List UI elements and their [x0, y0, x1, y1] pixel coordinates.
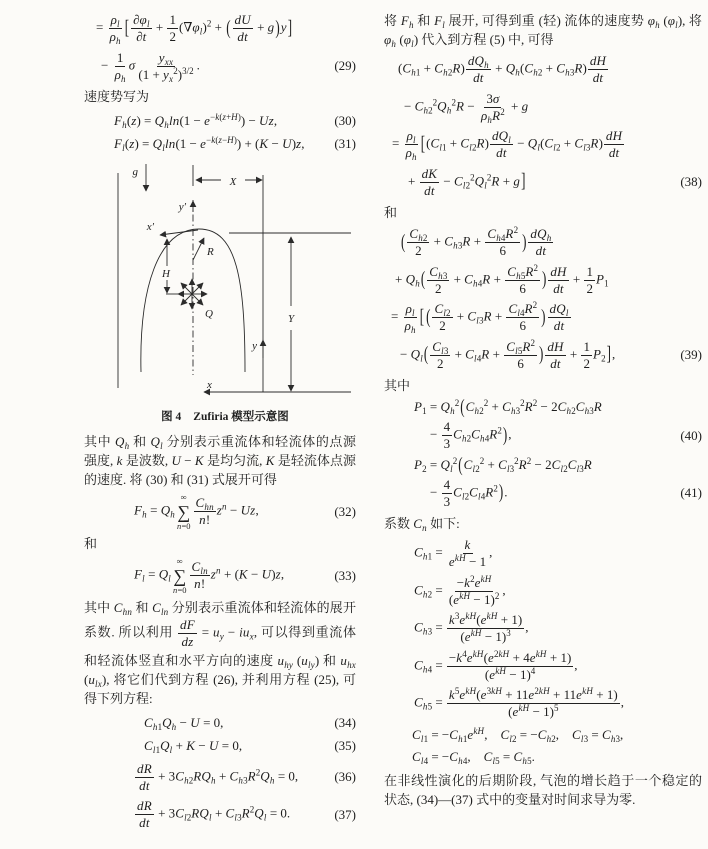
equation-33: [84, 557, 356, 594]
equation-38-line-3: [384, 128, 702, 162]
fig-label-Y: Y: [287, 313, 295, 325]
equation-35: [84, 738, 356, 754]
coefficient-ch2: [384, 575, 702, 609]
equation-38-line-1: [384, 53, 702, 87]
equation-29-body-1: = $\frac{\rho_l}{\rho_h}$ [ $\frac{\partial\varphi_l}{\partial t}$ + $\frac{1}{2}$ $(\nabla\varphi_l)^2$ + ( $\frac{dU}{dt}$ + g)y]: [96, 12, 293, 47]
equation-38-line-4: [384, 166, 702, 200]
equation-33-body: $F_l = Q_l$ ∞ ∑ n=0 $\frac{C_{ln}}{n!}$ $z^n + (K - U)z$,: [134, 556, 285, 595]
equation-29-number: (29): [334, 58, 356, 74]
equation-37-number: (37): [334, 806, 356, 822]
coefficient-ch4: [384, 650, 702, 684]
equation-39-line-1: [384, 226, 702, 260]
paragraph-expand-potentials: 将 $F_h$ 和 $F_l$ 展开, 可得到重 (轻) 流体的速度势 $\varphi_h$ $(\varphi_l)$, 将 $\varphi_h$ $(\varphi_l)$ 代入到方程 (5) 中, 可得: [384, 13, 702, 49]
equation-36-number: (36): [334, 769, 356, 785]
paragraph-late-stage: 在非线性演化的后期阶段, 气泡的增长趋于一个稳定的状态, (34)—(37) 式中的变量对时间求导为零.: [384, 772, 702, 807]
paragraph-coefficients-intro: 系数 $C_n$ 如下:: [384, 516, 460, 533]
equation-40-number: (40): [680, 427, 702, 443]
equation-37-body: $\frac{dR}{dt}$ + $3C_{l2}RQ_l + C_{l3}R^2Q_l = 0$.: [137, 798, 291, 831]
coefficients-cl-body-1: $C_{l1} = -C_{h1}e^{kH}$, $C_{l2} = -C_{h2}$, $C_{l3} = C_{h3}$,: [412, 725, 624, 744]
equation-34-number: (34): [334, 714, 356, 730]
left-column: [84, 8, 356, 836]
coefficients-cl-body-2: $C_{l4} = -C_{h4}$, $C_{l5} = C_{h5}$.: [412, 748, 535, 766]
equation-29-body-2: − $\frac{1}{\rho_h}$ σ $y_{xx}$ $(1 + y_x^2)^{3/2}$ .: [101, 49, 200, 84]
paragraph-velocity-potential: 速度势写为: [84, 89, 150, 104]
equation-34: [84, 715, 356, 731]
equation-40-body-2: − $\frac{4}{3}$ $C_{h2}C_{h4}R^2$),: [430, 419, 512, 452]
equation-33-number: (33): [334, 567, 356, 583]
fig-label-R: R: [207, 246, 214, 258]
coefficients-cl-line-1: [384, 727, 702, 743]
coefficient-ch5-body: $C_{h5}$ = $k^5e^{kH}(e^{3kH} + 11e^{2kH} + 11e^{kH} + 1)$ $(e^{kH} - 1)^5$ ,: [414, 686, 624, 720]
equation-41-line-1: [384, 452, 702, 475]
equation-39-line-3: [384, 301, 702, 335]
equation-35-number: (35): [334, 737, 356, 753]
equation-39-line-4: [384, 339, 702, 373]
equation-40-line-1: [384, 395, 702, 418]
equation-31-number: (31): [334, 136, 356, 151]
fig-label-x-prime: x′: [146, 221, 154, 233]
coefficient-ch3-body: $C_{h3}$ = $k^3e^{kH}(e^{kH} + 1)$ $(e^{kH} - 1)^3$ ,: [414, 611, 529, 645]
equation-32-number: (32): [334, 503, 356, 519]
paragraph-point-sources: 其中 $Q_h$ 和 $Q_l$ 分别表示重流体和轻流体的点源强度, k 是波数, U − K 是均匀流, K 是轻流体点源的速度. 将 (30) 和 (31) 式展开可得: [84, 434, 356, 487]
figure-4: [94, 160, 356, 424]
equation-38-body-3: = $\frac{\rho_l}{\rho_h}$ [$(C_{l1} + C_{l2}R)$ $dQ_l$ dt − $Q_l(C_{l2} + C_{l3}R)$ $\frac{dH}{dt}$: [392, 128, 623, 163]
equation-39-body-2: + $Q_h$( $\frac{C_{h3}}{2}$ + $C_{h4}R$ + $\frac{C_{h5}R^2}{6}$ ) $\frac{dH}{dt}$ + $\frac{1}{2}$ $P_1$: [395, 262, 609, 296]
coefficients-cl-line-2: [384, 749, 702, 765]
fig-label-g: g: [132, 166, 138, 178]
coefficient-ch1-body: $C_{h1}$ = k $e^{kH} - 1$ ,: [414, 537, 493, 570]
equation-40-line-2: [384, 419, 702, 453]
fig-label-y: y: [252, 340, 257, 352]
paragraph-expansion-coefficients: 其中 $C_{hn}$ 和 $C_{ln}$ 分别表示重流体和轻流体的展开系数. 所以利用 $\frac{dF}{dz}$ = $u_y - iu_x$, 可以得到重流体和轻流体竖直和水平方向的速度 $u_{hy}$ $(u_{ly})$ 和 $u_{hx}$ $(u_{lx})$, 将它们代到方程 (26), 并利用方程 (25), 可得下列方程:: [84, 600, 356, 706]
coefficient-ch3: [384, 612, 702, 646]
equation-41-line-2: [384, 477, 702, 511]
equation-39-number: (39): [680, 347, 702, 363]
equation-39-body-3: = $\frac{\rho_l}{\rho_h}$ [ ( $\frac{C_{l2}}{2}$ + $C_{l3}R$ + $\frac{C_{l4}R^2}{6}$ ) $dQ_l$ dt: [391, 300, 569, 336]
fig-label-X: X: [229, 176, 237, 188]
equation-38-line-2: [384, 91, 702, 125]
fig-label-Q: Q: [205, 308, 213, 320]
equation-41-number: (41): [680, 485, 702, 501]
fig-label-y-prime: y′: [178, 201, 186, 213]
equation-39-body-1: ( $\frac{C_{h2}}{2}$ + $C_{h3}R$ + $\frac{C_{h4}R^2}{6}$ ) $dQ_h$ dt: [401, 225, 552, 259]
equation-34-body: $C_{h1}Q_h - U = 0$,: [144, 714, 224, 732]
connector-and-1: 和: [84, 536, 98, 551]
equation-39-body-4: − $Q_l$( $\frac{C_{l3}}{2}$ + $C_{l4}R$ + $\frac{C_{l5}R^2}{6}$ ) $\frac{dH}{dt}$ + $\frac{1}{2}$ $P_2$],: [400, 337, 616, 371]
equation-36-body: $\frac{dR}{dt}$ + $3C_{h2}RQ_h + C_{h3}R^2Q_h = 0$,: [137, 760, 299, 793]
figure-caption: [94, 408, 356, 424]
equation-31-body: $F_l(z) = Q_l\ln(1 - e^{-k(z-H)}) + (K - U)z$,: [114, 135, 305, 153]
equation-30-body: $F_h(z) = Q_h\ln(1 - e^{-k(z+H)}) - Uz$,: [114, 112, 278, 130]
equation-39-line-2: [384, 264, 702, 298]
zufiria-model-figure: [94, 160, 354, 400]
equation-29-line-1: [84, 12, 356, 46]
equation-30-number: (30): [334, 113, 356, 128]
equation-29-line-2: [84, 50, 356, 84]
equation-30: [84, 113, 356, 129]
equation-32: [84, 493, 356, 530]
fig-label-H: H: [162, 268, 170, 280]
right-column: [384, 8, 702, 836]
coefficient-ch2-body: $C_{h2}$ = $-k^2e^{kH}$ $(e^{kH} - 1)^2$ ,: [414, 573, 506, 607]
equation-41-body-1: $P_2 = Q_l^2(C_{l2}^2 + C_{l3}^2R^2 - 2C_{l2}C_{l3}R$: [414, 452, 592, 475]
equation-36: [84, 761, 356, 795]
coefficient-ch4-body: $C_{h4}$ = $-k^4e^{kH}(e^{2kH} + 4e^{kH} + 1)$ $(e^{kH} - 1)^4$ ,: [414, 648, 578, 682]
equation-38-number: (38): [680, 174, 702, 190]
equation-32-body: $F_h = Q_h$ ∞ ∑ n=0 $C_{hn}$ n! $z^n - Uz$,: [134, 492, 259, 531]
fig-label-x: x: [207, 379, 212, 391]
equation-38-body-4: + $\frac{dK}{dt}$ − $C_{l2}^2Q_l^2R + g$]: [408, 165, 526, 198]
coefficient-ch1: [384, 537, 702, 571]
coefficient-ch5: [384, 687, 702, 721]
connector-and-2: 和: [384, 205, 398, 220]
equation-40-body-1: $P_1 = Q_h^2(C_{h2}^2 + C_{h3}^2R^2 - 2C_{h2}C_{h3}R$: [414, 395, 602, 418]
equation-35-body: $C_{l1}Q_l + K - U = 0$,: [144, 737, 243, 755]
connector-where: 其中: [384, 378, 411, 393]
figure-caption-label: 图 4: [161, 411, 182, 423]
equation-37: [84, 798, 356, 832]
equation-41-body-2: − $\frac{4}{3}$ $C_{l2}C_{l4}R^2$).: [430, 476, 508, 509]
equation-31: [84, 136, 356, 152]
equation-38-body-2: − $C_{h2}^2Q_h^2R$ − 3σ $\rho_hR^2$ + g: [404, 90, 529, 125]
equation-38-body-1: $(C_{h1} + C_{h2}R)$ $dQ_h$ dt + $Q_h(C_{h2} + C_{h3}R)$ $\frac{dH}{dt}$: [398, 53, 607, 86]
figure-caption-text: Zufiria 模型示意图: [193, 411, 289, 423]
